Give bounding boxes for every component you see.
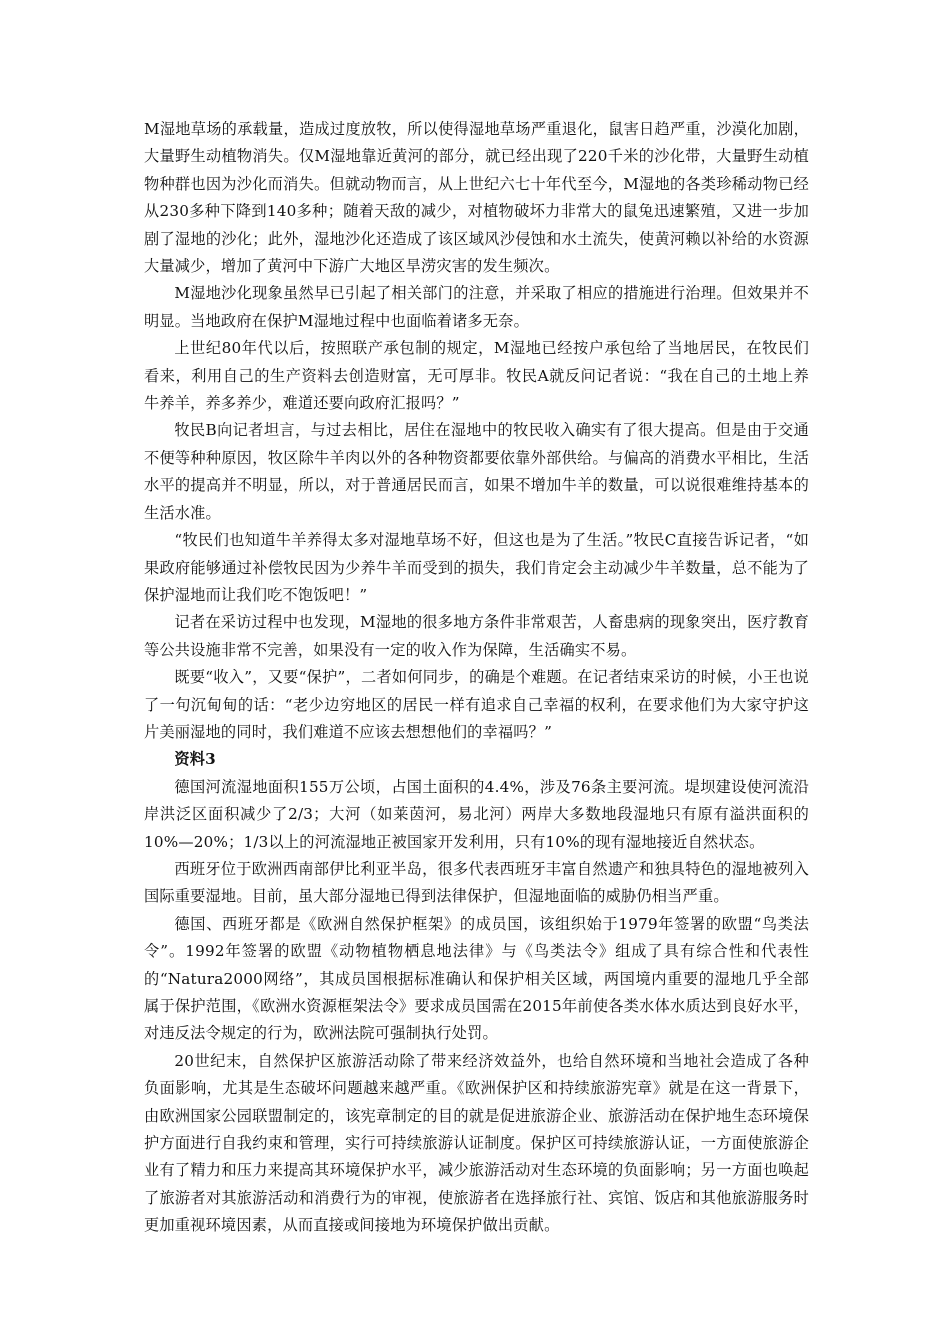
- paragraph-desertification-governance: M湿地沙化现象虽然早已引起了相关部门的注意，并采取了相应的措施进行治理。但效果并不明显。当地政府在保护M湿地过程中也面临着诸多无奈。: [144, 284, 809, 330]
- document-page: [144, 116, 809, 1240]
- paragraph-herdsman-c: “牧民们也知道牛羊养得太多对湿地草场不好，但这也是为了生活。”牧民C直接告诉记者，“如果政府能够通过补偿牧民因为少养牛羊而受到的损失，我们肯定会主动减少牛羊数量，总不能为了保护湿地而让我们吃不饱饭吧！”: [144, 531, 809, 604]
- paragraph-sustainable-tourism: 20世纪末，自然保护区旅游活动除了带来经济效益外，也给自然环境和当地社会造成了各种负面影响，尤其是生态破坏问题越来越严重。《欧洲保护区和持续旅游宪章》就是在这一背景下，由欧洲国家公园联盟制定的，该宪章制定的目的就是促进旅游企业、旅游活动在保护地生态环境保护方面进行自我约束和管理，实行可持续旅游认证制度。保护区可持续旅游认证，一方面使旅游企业有了精力和压力来提高其环境保护水平，减少旅游活动对生态环境的负面影响；另一方面也唤起了旅游者对其旅游活动和消费行为的审视，使旅游者在选择旅行社、宾馆、饭店和其他旅游服务时更加重视环境因素，从而直接或间接地为环境保护做出贡献。: [144, 1051, 809, 1235]
- paragraph-overgrazing-effects: M湿地草场的承载量，造成过度放牧，所以使得湿地草场严重退化，鼠害日趋严重，沙漠化加剧，大量野生动植物消失。仅M湿地靠近黄河的部分，就已经出现了220千米的沙化带，大量野生动植物种群也因为沙化而消失。但就动物而言，从上世纪六七十年代至今，M湿地的各类珍稀动物已经从230多种下降到140多种；随着天敌的减少，对植物破坏力非常大的鼠兔迅速繁殖，又进一步加剧了湿地的沙化；此外，湿地沙化还造成了该区域风沙侵蚀和水土流失，使黄河赖以补给的水资源大量减少，增加了黄河中下游广大地区旱涝灾害的发生频次。: [144, 120, 809, 276]
- paragraph-herdsman-b: 牧民B向记者坦言，与过去相比，居住在湿地中的牧民收入确实有了很大提高。但是由于交通不便等种种原因，牧区除牛羊肉以外的各种物资都要依靠外部供给。与偏高的消费水平相比，生活水平的提高并不明显，所以，对于普通居民而言，如果不增加牛羊的数量，可以说很难维持基本的生活水准。: [144, 421, 809, 522]
- paragraph-germany-wetlands: 德国河流湿地面积155万公顷，占国土面积的4.4%，涉及76条主要河流。堤坝建设使河流沿岸洪泛区面积减少了2/3；大河（如莱茵河，易北河）两岸大多数地段湿地只有原有溢洪面积的10%—20%；1/3以上的河流湿地正被国家开发利用，只有10%的现有湿地接近自然状态。: [144, 777, 809, 851]
- paragraph-herdsman-a: 上世纪80年代以后，按照联产承包制的规定，M湿地已经按户承包给了当地居民，在牧民们看来，利用自己的生产资料去创造财富，无可厚非。牧民A就反问记者说：“我在自己的土地上养牛养羊，养多养少，难道还要向政府汇报吗？”: [144, 339, 809, 413]
- paragraph-spain-wetlands: 西班牙位于欧洲西南部伊比利亚半岛，很多代表西班牙丰富自然遗产和独具特色的湿地被列入国际重要湿地。目前，虽大部分湿地已得到法律保护，但湿地面临的威胁仍相当严重。: [144, 859, 809, 906]
- paragraph-income-vs-protection: 既要“收入”，又要“保护”，二者如何同步，的确是个难题。在记者结束采访的时候，小王也说了一句沉甸甸的话：“老少边穷地区的居民一样有追求自己幸福的权利，在要求他们为大家守护这片美丽湿地的同时，我们难道不应该去想想他们的幸福吗？”: [144, 668, 809, 741]
- section-heading-material-3: 资料3: [174, 750, 216, 769]
- paragraph-reporter-findings: 记者在采访过程中也发现，M湿地的很多地方条件非常艰苦，人畜患病的现象突出，医疗教育等公共设施非常不完善，如果没有一定的收入作为保障，生活确实不易。: [144, 613, 809, 659]
- paragraph-eu-framework: 德国、西班牙都是《欧洲自然保护框架》的成员国，该组织始于1979年签署的欧盟“鸟类法令”。1992年签署的欧盟《动物植物栖息地法律》与《鸟类法令》组成了具有综合性和代表性的“Natura2000网络”，其成员国根据标准确认和保护相关区域，两国境内重要的湿地几乎全部属于保护范围，《欧洲水资源框架法令》要求成员国需在2015年前使各类水体水质达到良好水平，对违反法令规定的行为，欧洲法院可强制执行处罚。: [144, 914, 809, 1043]
